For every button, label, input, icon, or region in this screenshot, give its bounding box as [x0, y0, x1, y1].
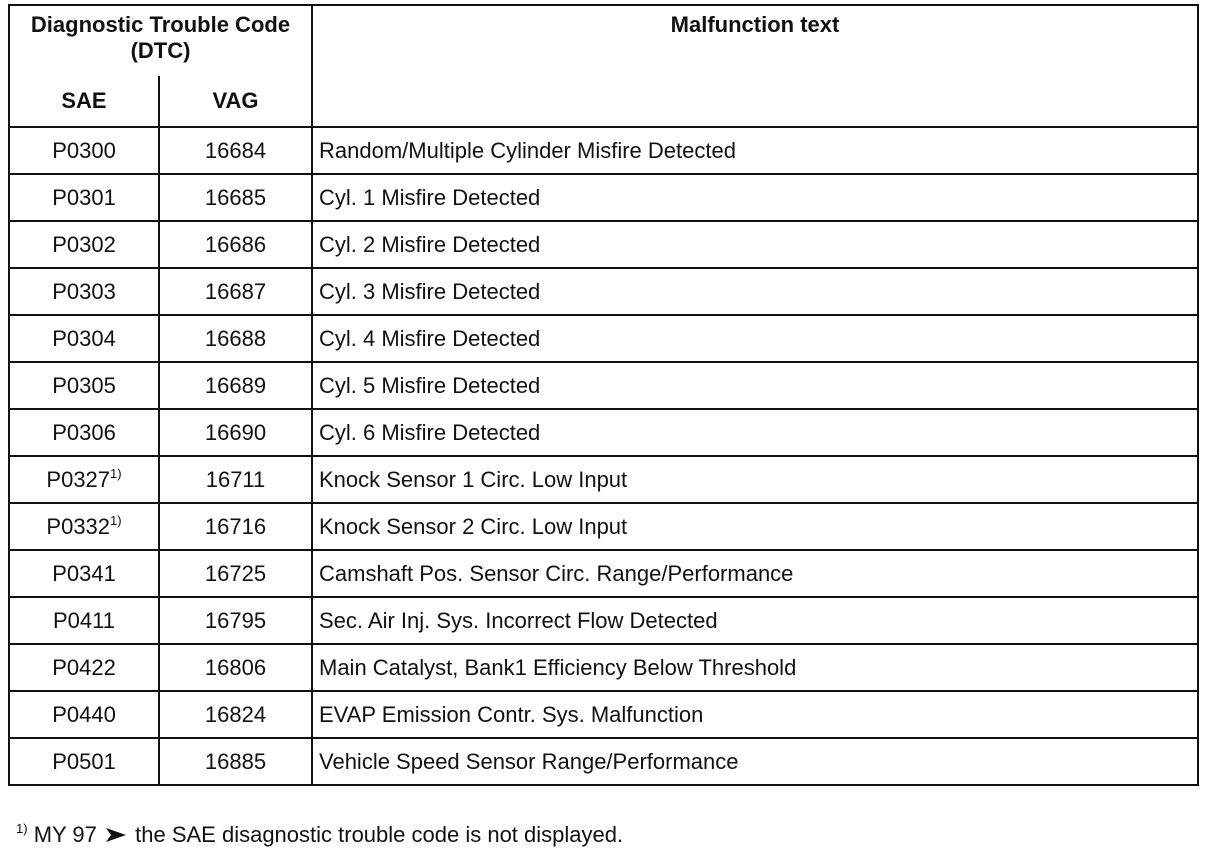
sae-code-cell [9, 409, 159, 456]
vag-code-cell: 16885 [159, 738, 312, 785]
malfunction-text-cell: Cyl. 4 Misfire Detected [312, 315, 1198, 362]
table-row [9, 315, 1198, 362]
sae-code-cell [9, 174, 159, 221]
dtc-group-header [9, 5, 312, 76]
footnote [16, 822, 623, 848]
table-row [9, 456, 1198, 503]
malfunction-text-cell: Cyl. 5 Misfire Detected [312, 362, 1198, 409]
sae-code: P0440 [52, 701, 116, 727]
sae-code-cell [9, 550, 159, 597]
sae-code-cell [9, 456, 159, 503]
table-row [9, 127, 1198, 174]
footnote-text: the SAE disagnostic trouble code is not displayed. [135, 822, 624, 847]
malfunction-text-header-label: Malfunction text [670, 12, 840, 37]
sae-code-cell [9, 644, 159, 691]
table-row [9, 362, 1198, 409]
sae-code: P0305 [52, 372, 116, 398]
footnote-reference: 1) [110, 465, 122, 481]
table-header [9, 5, 1198, 127]
malfunction-text-header [312, 5, 1198, 127]
sae-code: P0327 [46, 466, 111, 492]
vag-code-cell: 16688 [159, 315, 312, 362]
vag-code-cell: 16690 [159, 409, 312, 456]
vag-column-header: VAG [159, 76, 312, 127]
malfunction-text-cell: Cyl. 6 Misfire Detected [312, 409, 1198, 456]
sae-code-cell [9, 691, 159, 738]
malfunction-text-cell: Knock Sensor 2 Circ. Low Input [312, 503, 1198, 550]
vag-code-cell: 16689 [159, 362, 312, 409]
table-row [9, 738, 1198, 785]
vag-code-cell: 16725 [159, 550, 312, 597]
malfunction-text-cell: Cyl. 3 Misfire Detected [312, 268, 1198, 315]
malfunction-text-cell: Cyl. 1 Misfire Detected [312, 174, 1198, 221]
table-row [9, 503, 1198, 550]
sae-code: P0302 [52, 231, 116, 257]
malfunction-text-cell: Vehicle Speed Sensor Range/Performance [312, 738, 1198, 785]
malfunction-text-cell: Main Catalyst, Bank1 Efficiency Below Threshold [312, 644, 1198, 691]
footnote-marker: 1) [16, 821, 28, 836]
table-row [9, 174, 1198, 221]
table-row [9, 644, 1198, 691]
sae-code: P0422 [52, 654, 116, 680]
malfunction-text-cell: Sec. Air Inj. Sys. Incorrect Flow Detected [312, 597, 1198, 644]
vag-code-cell: 16716 [159, 503, 312, 550]
vag-code-cell: 16685 [159, 174, 312, 221]
footnote-model-year: MY 97 [33, 822, 97, 847]
vag-code-cell: 16806 [159, 644, 312, 691]
sae-code: P0501 [52, 748, 116, 774]
malfunction-text-cell: Knock Sensor 1 Circ. Low Input [312, 456, 1198, 503]
table-row [9, 550, 1198, 597]
sae-code-cell [9, 503, 159, 550]
sae-code-cell [9, 127, 159, 174]
dtc-group-header-label: Diagnostic Trouble Code (DTC) [30, 12, 291, 63]
malfunction-text-cell: Camshaft Pos. Sensor Circ. Range/Performance [312, 550, 1198, 597]
table-row [9, 691, 1198, 738]
sae-code-cell [9, 221, 159, 268]
sae-code: P0306 [52, 419, 116, 445]
table-row [9, 597, 1198, 644]
vag-code-cell: 16684 [159, 127, 312, 174]
table-body [9, 127, 1198, 785]
vag-code-cell: 16795 [159, 597, 312, 644]
sae-code: P0341 [52, 560, 116, 586]
sae-code: P0303 [52, 278, 116, 304]
footnote-reference: 1) [110, 512, 122, 528]
sae-code: P0300 [52, 137, 116, 163]
vag-code-cell: 16824 [159, 691, 312, 738]
malfunction-text-cell: Random/Multiple Cylinder Misfire Detected [312, 127, 1198, 174]
sae-code: P0304 [52, 325, 116, 351]
vag-code-cell: 16711 [159, 456, 312, 503]
malfunction-text-cell: EVAP Emission Contr. Sys. Malfunction [312, 691, 1198, 738]
sae-code-cell [9, 268, 159, 315]
sae-code: P0301 [52, 184, 116, 210]
sae-code: P0332 [46, 513, 111, 539]
table-row [9, 268, 1198, 315]
malfunction-text-cell: Cyl. 2 Misfire Detected [312, 221, 1198, 268]
sae-column-header: SAE [9, 76, 159, 127]
dtc-table [8, 4, 1199, 786]
sae-code-cell [9, 362, 159, 409]
table-row [9, 409, 1198, 456]
sae-code-cell [9, 597, 159, 644]
table-row [9, 221, 1198, 268]
vag-code-cell: 16687 [159, 268, 312, 315]
vag-code-cell: 16686 [159, 221, 312, 268]
right-arrowhead-icon [105, 827, 127, 843]
sae-code-cell [9, 315, 159, 362]
sae-code: P0411 [53, 607, 115, 633]
sae-code-cell [9, 738, 159, 785]
